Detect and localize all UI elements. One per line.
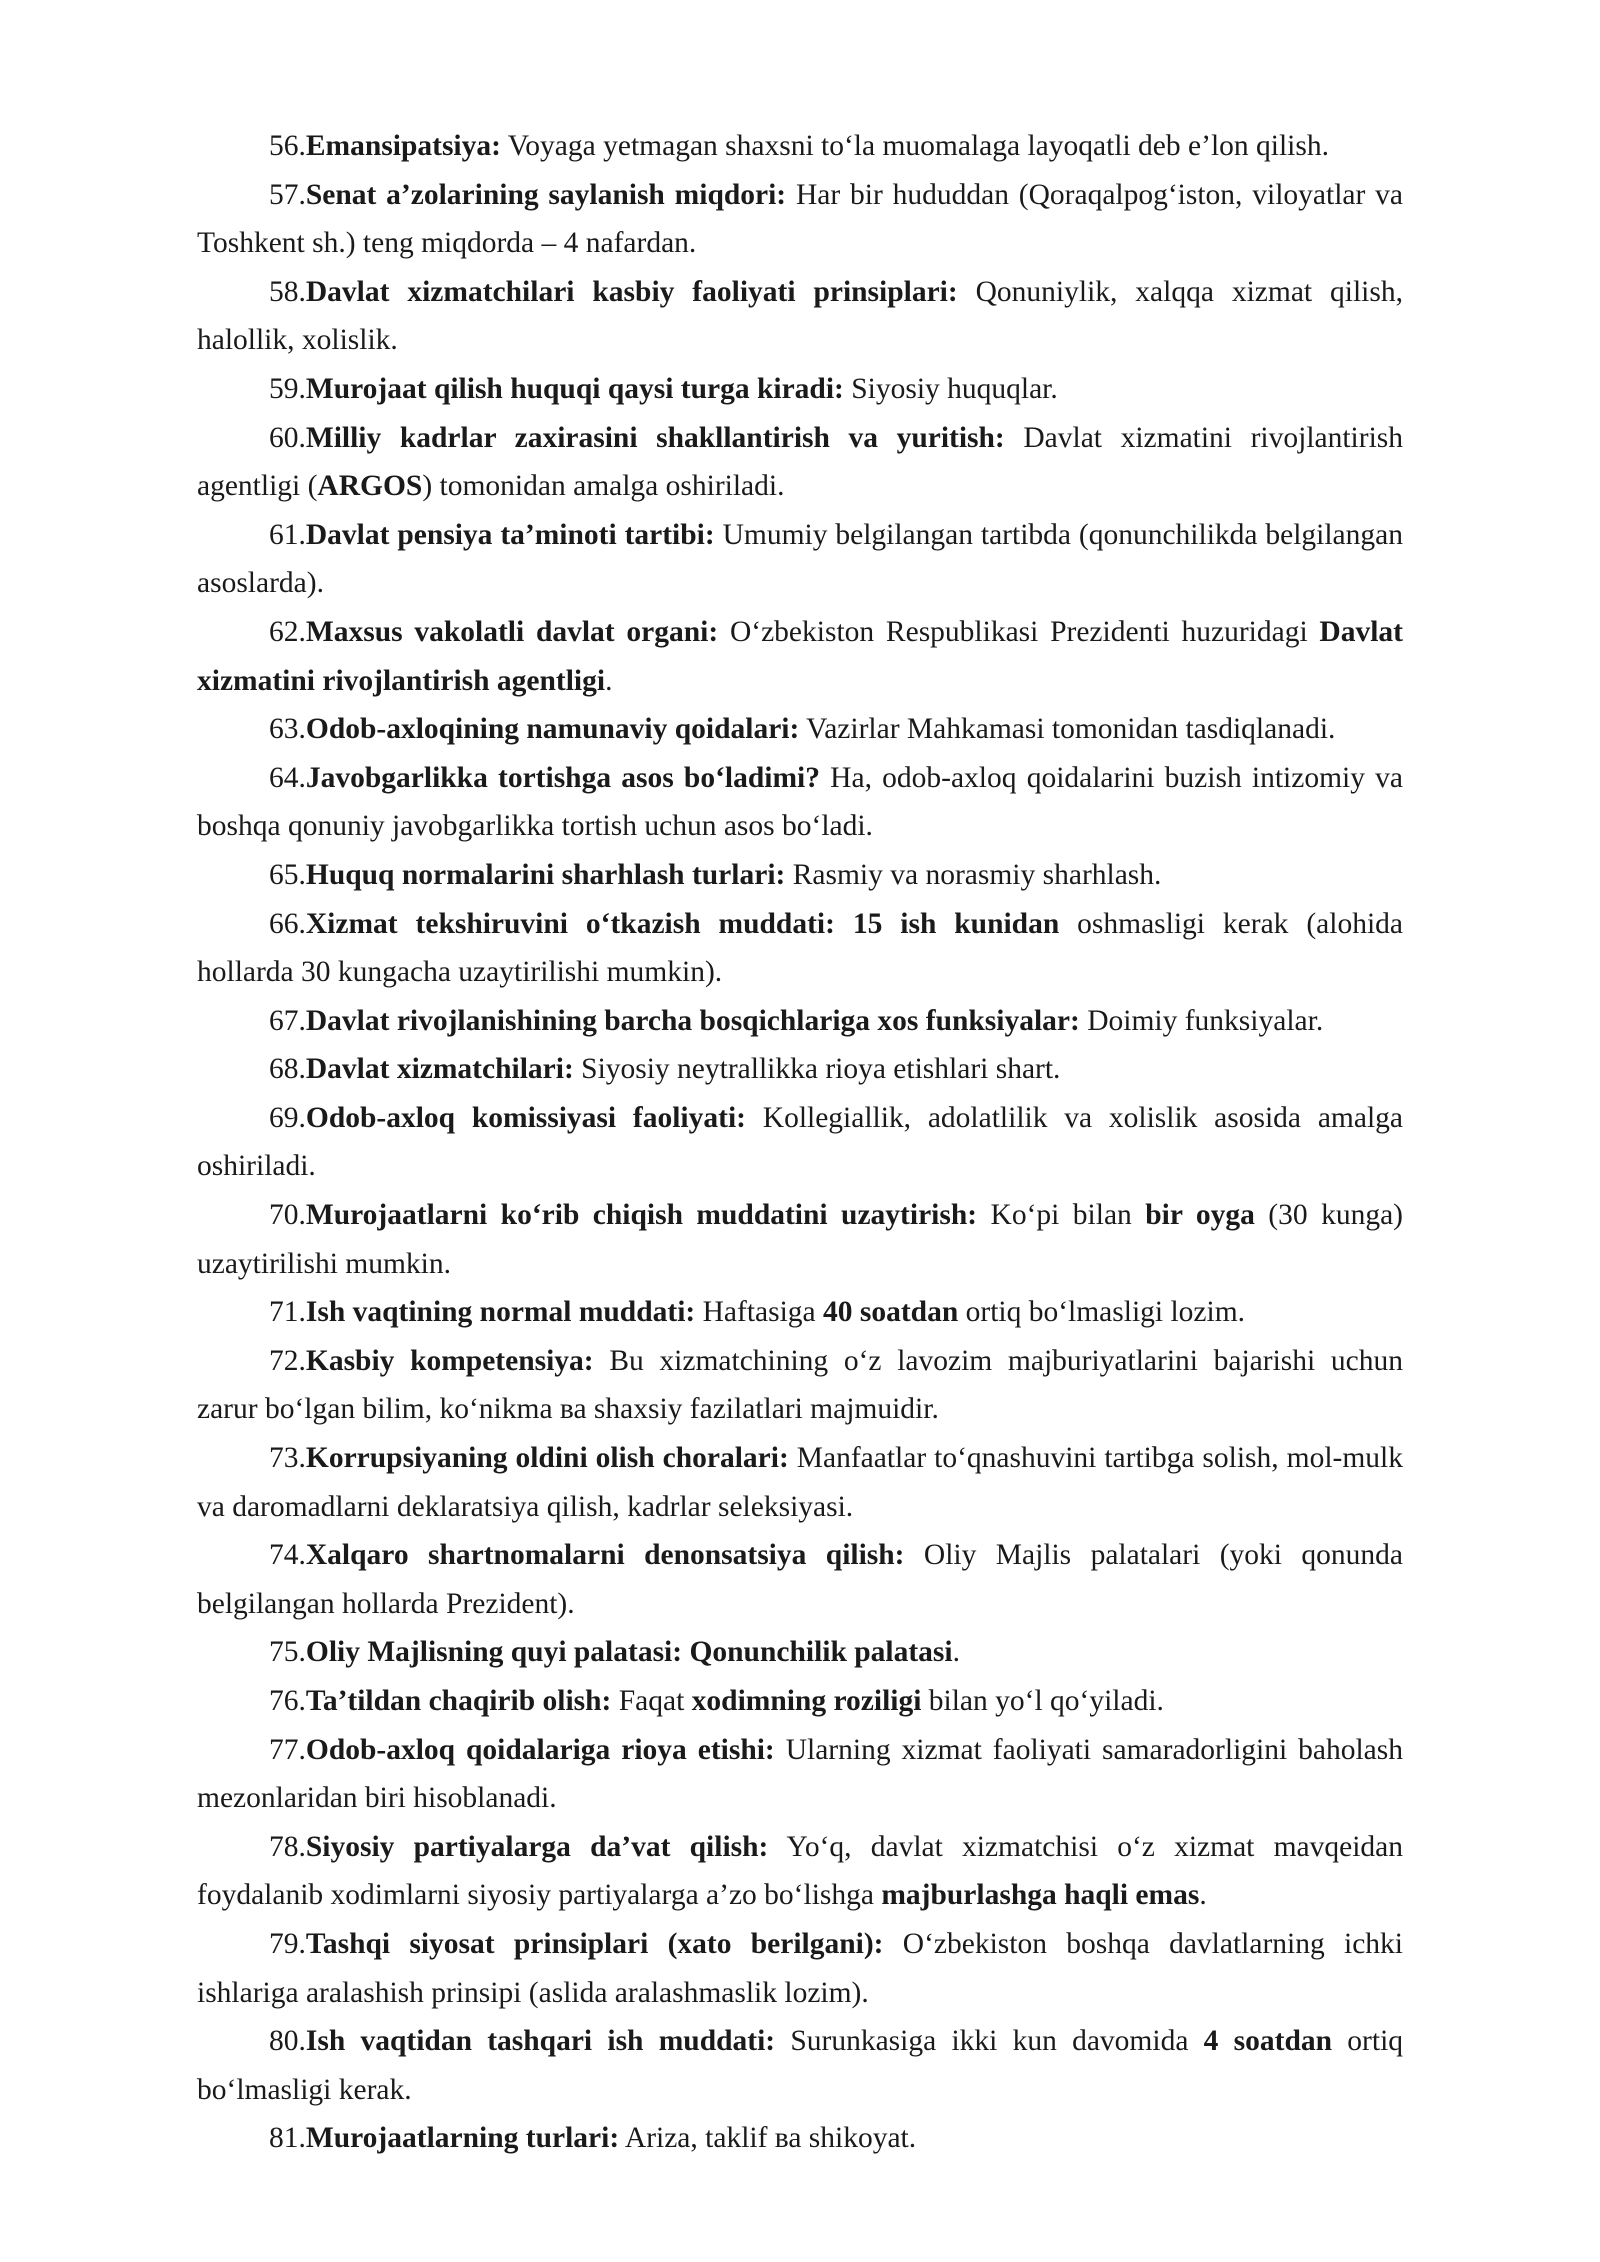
- bold-term: Ish vaqtining normal muddati:: [305, 1296, 696, 1329]
- item-number: 66.: [269, 907, 306, 940]
- bold-term: Siyosiy partiyalarga da’vat qilish:: [305, 1830, 769, 1863]
- bold-term: Murojaat qilish huquqi qaysi turga kiradi:: [305, 372, 844, 405]
- item-number: 62.: [269, 615, 306, 648]
- body-text: .: [952, 1636, 960, 1669]
- bold-term: Tashqi siyosat prinsiplari (xato berilgani):: [305, 1927, 884, 1960]
- bold-term: Maxsus vakolatli davlat organi:: [305, 615, 719, 648]
- list-item: [197, 1628, 1403, 1677]
- body-text: Ariza, taklif ва shikoyat.: [619, 2122, 917, 2155]
- list-item: [197, 997, 1403, 1046]
- body-text: Davlat xizmatini rivojlantirish agentligi (: [197, 421, 1403, 503]
- list-item: [197, 1726, 1403, 1823]
- item-number: 70.: [269, 1199, 306, 1232]
- item-number: 73.: [269, 1442, 306, 1475]
- body-text: Surunkasiga ikki kun davomida: [775, 2025, 1204, 2058]
- body-text: Har bir hududdan (Qoraqalpog‘iston, viloyatlar va Toshkent sh.) teng miqdorda – 4 nafardan.: [197, 178, 1403, 260]
- body-text: Umumiy belgilangan tartibda (qonunchilikda belgilangan asoslarda).: [197, 518, 1403, 600]
- item-number: 81.: [269, 2122, 306, 2155]
- item-number: 80.: [269, 2025, 306, 2058]
- bold-term: bir oyga: [1145, 1199, 1255, 1232]
- item-number: 78.: [269, 1830, 306, 1863]
- bold-term: Odob-axloq komissiyasi faoliyati:: [305, 1101, 746, 1134]
- list-item: [197, 705, 1403, 754]
- bold-term: Ish vaqtidan tashqari ish muddati:: [305, 2025, 776, 2058]
- body-text: Bu xizmatchining o‘z lavozim majburiyatlarini bajarishi uchun zarur bo‘lgan bilim, ko‘nikma ва shaxsiy fazilatlari majmuidir.: [197, 1344, 1403, 1426]
- body-text: [835, 908, 853, 940]
- body-text: Manfaatlar to‘qnashuvini tartibga solish, mol-mulk va daromadlarni deklaratsiya qilish, kadrlar seleksiyasi.: [197, 1442, 1403, 1523]
- list-item: [197, 1094, 1403, 1191]
- item-number: 64.: [269, 761, 306, 794]
- list-item: [197, 1677, 1403, 1726]
- bold-term: Senat a’zolarining saylanish miqdori:: [305, 178, 787, 211]
- body-text: bilan yo‘l qo‘yiladi.: [921, 1685, 1164, 1717]
- list-item: [197, 365, 1403, 414]
- item-number: 63.: [269, 713, 306, 746]
- body-text: oshmasligi kerak (alohida hollarda 30 kungacha uzaytirilishi mumkin).: [197, 907, 1403, 989]
- bold-term: Davlat xizmatini rivojlantirish agentligi: [197, 615, 1403, 697]
- body-text: Ularning xizmat faoliyati samaradorligini baholash mezonlaridan biri hisoblanadi.: [197, 1733, 1403, 1815]
- item-number: 68.: [269, 1053, 306, 1086]
- item-number: 59.: [269, 372, 306, 405]
- list-item: [197, 2114, 1403, 2163]
- list-item: [197, 754, 1403, 851]
- bold-term: Murojaatlarning turlari:: [305, 2122, 620, 2155]
- body-text: Vazirlar Mahkamasi tomonidan tasdiqlanadi.: [799, 713, 1336, 746]
- bold-term: Xalqaro shartnomalarni denonsatsiya qilish:: [305, 1539, 905, 1572]
- bold-term: 15 ish kunidan: [852, 907, 1060, 940]
- body-text: .: [1199, 1879, 1207, 1912]
- item-number: 69.: [269, 1101, 306, 1134]
- item-number: 77.: [269, 1733, 306, 1766]
- bold-term: Davlat xizmatchilari:: [305, 1053, 574, 1086]
- list-item: [197, 1337, 1403, 1434]
- item-number: 65.: [269, 858, 306, 891]
- list-item: [197, 511, 1403, 608]
- list-item: [197, 1045, 1403, 1094]
- bold-term: Javobgarlikka tortishga asos bo‘ladimi?: [305, 761, 820, 794]
- item-number: 57.: [269, 178, 306, 211]
- list-item: [197, 1434, 1403, 1531]
- bold-term: Murojaatlarni ko‘rib chiqish muddatini uzaytirish:: [305, 1199, 978, 1232]
- body-text: Ha, odob-axloq qoidalarini buzish intizomiy va boshqa qonuniy javobgarlikka tortish uchun asos bo‘ladi.: [197, 761, 1403, 843]
- bold-term: ARGOS: [317, 470, 423, 503]
- body-text: Oliy Majlis palatalari (yoki qonunda belgilangan hollarda Prezident).: [197, 1539, 1403, 1620]
- body-text: O‘zbekiston boshqa davlatlarning ichki ishlariga aralashish prinsipi (aslida aralashmaslik lozim).: [197, 1927, 1403, 2009]
- item-number: 71.: [269, 1296, 306, 1329]
- bold-term: Davlat xizmatchilari kasbiy faoliyati prinsiplari:: [305, 275, 958, 308]
- body-text: .: [605, 664, 613, 697]
- item-number: 79.: [269, 1927, 306, 1960]
- body-text: Ko‘pi bilan: [977, 1199, 1146, 1232]
- list-item: [197, 122, 1403, 171]
- list-item: [197, 171, 1403, 268]
- list-item: [197, 414, 1403, 511]
- bold-term: xodimning roziligi: [691, 1685, 922, 1717]
- body-text: O‘zbekiston Respublikasi Prezidenti huzuridagi: [718, 615, 1320, 648]
- bold-term: Qonunchilik palatasi: [689, 1636, 953, 1669]
- body-text: Qonuniylik, xalqqa xizmat qilish, halollik, xolislik.: [197, 275, 1403, 357]
- item-number: 67.: [269, 1004, 306, 1037]
- body-text: Siyosiy huquqlar.: [843, 372, 1058, 405]
- list-item: [197, 608, 1403, 705]
- item-number: 72.: [269, 1344, 306, 1377]
- body-text: ) tomonidan amalga oshiriladi.: [422, 470, 785, 503]
- body-text: Voyaga yetmagan shaxsni to‘la muomalaga layoqatli deb e’lon qilish.: [500, 130, 1329, 162]
- bold-term: Davlat rivojlanishining barcha bosqichlariga xos funksiyalar:: [305, 1004, 1080, 1037]
- bold-term: Odob-axloqining namunaviy qoidalari:: [305, 713, 800, 746]
- item-number: 61.: [269, 518, 306, 551]
- list-item: [197, 1823, 1403, 1920]
- body-text: Rasmiy va norasmiy sharhlash.: [785, 858, 1162, 891]
- numbered-list: [197, 122, 1403, 2163]
- item-number: 74.: [269, 1539, 306, 1572]
- body-text: Faqat: [611, 1685, 692, 1717]
- body-text: Doimiy funksiyalar.: [1079, 1004, 1324, 1037]
- bold-term: Davlat pensiya ta’minoti tartibi:: [305, 518, 715, 551]
- item-number: 75.: [269, 1636, 306, 1669]
- body-text: Haftasiga: [695, 1296, 823, 1329]
- item-number: 60.: [269, 421, 306, 454]
- item-number: 58.: [269, 275, 306, 308]
- list-item: [197, 1288, 1403, 1337]
- bold-term: 4 soatdan: [1203, 2025, 1333, 2058]
- bold-term: Huquq normalarini sharhlash turlari:: [305, 858, 786, 891]
- bold-term: Ta’tildan chaqirib olish:: [305, 1685, 612, 1717]
- bold-term: Oliy Majlisning quyi palatasi:: [305, 1636, 683, 1669]
- body-text: ortiq bo‘lmasligi kerak.: [197, 2025, 1404, 2106]
- bold-term: 40 soatdan: [823, 1296, 959, 1329]
- list-item: [197, 1920, 1403, 2017]
- item-number: 56.: [269, 130, 306, 162]
- list-item: [197, 851, 1403, 900]
- item-number: 76.: [269, 1685, 306, 1717]
- bold-term: Xizmat tekshiruvini o‘tkazish muddati:: [305, 907, 835, 940]
- bold-term: Korrupsiyaning oldini olish choralari:: [305, 1442, 789, 1475]
- bold-term: Milliy kadrlar zaxirasini shakllantirish va yuritish:: [305, 421, 1005, 454]
- list-item: [197, 900, 1403, 997]
- body-text: (30 kunga) uzaytirilishi mumkin.: [197, 1199, 1403, 1280]
- body-text: Yo‘q, davlat xizmatchisi o‘z xizmat mavqeidan foydalanib xodimlarni siyosiy partiyalarga a’zo bo‘lishga: [197, 1830, 1403, 1912]
- list-item: [197, 2017, 1403, 2114]
- list-item: [197, 268, 1403, 365]
- body-text: Siyosiy neytrallikka rioya etishlari shart.: [573, 1053, 1061, 1086]
- body-text: Kollegiallik, adolatlilik va xolislik asosida amalga oshiriladi.: [197, 1101, 1403, 1183]
- list-item: [197, 1531, 1403, 1628]
- list-item: [197, 1191, 1403, 1288]
- body-text: ortiq bo‘lmasligi lozim.: [958, 1296, 1246, 1329]
- bold-term: majburlashga haqli emas: [881, 1879, 1200, 1912]
- bold-term: Odob-axloq qoidalariga rioya etishi:: [305, 1733, 775, 1766]
- bold-term: Kasbiy kompetensiya:: [305, 1344, 594, 1377]
- bold-term: Emansipatsiya:: [305, 130, 501, 162]
